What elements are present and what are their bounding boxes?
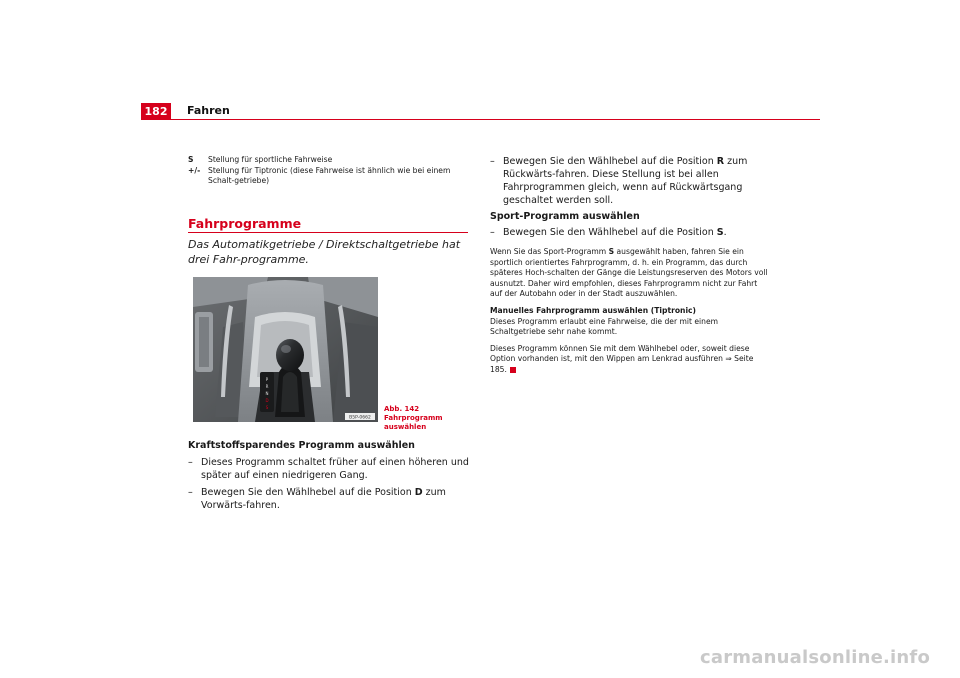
manual-heading: Manuelles Fahrprogramm auswählen (Tiptronic) — [490, 305, 697, 315]
step-text-pre: Bewegen Sie den Wählhebel auf die Position — [503, 156, 717, 167]
definition-text: Stellung für Tiptronic (diese Fahrweise ist ähnlich wie bei einem Schalt-getriebe) — [208, 166, 451, 185]
note-text-pre: Wenn Sie das Sport-Programm — [490, 247, 609, 256]
step-dash: – — [188, 457, 193, 468]
selector-label-n: N — [265, 391, 269, 396]
section-title: Fahrprogramme — [188, 216, 302, 231]
definition-text: Stellung für sportliche Fahrweise — [208, 155, 333, 164]
gear-selector-illustration — [193, 277, 378, 422]
step-item — [490, 155, 770, 207]
page-header-title: Fahren — [187, 104, 230, 117]
section-end-icon — [510, 367, 516, 373]
page-number: 182 — [141, 103, 171, 120]
step-text-post: zum Rückwärts-fahren. Diese Stellung ist bei allen Fahrprogrammen gleich, wenn auf Rückwärtsgang geschaltet werden soll. — [503, 156, 748, 206]
sport-heading: Sport-Programm auswählen — [490, 211, 640, 222]
right-column — [490, 155, 770, 376]
gear-selector-photo — [193, 277, 378, 422]
step-item — [188, 486, 473, 512]
selector-label-s: S — [265, 405, 269, 410]
definition-key: +/- — [188, 166, 201, 175]
selector-label-d: D — [265, 398, 269, 403]
step-dash: – — [490, 156, 495, 167]
definition-key: S — [188, 155, 194, 164]
position-key: S — [716, 227, 724, 238]
watermark: carmanualsonline.info — [700, 647, 931, 668]
step-text-pre: Bewegen Sie den Wählhebel auf die Position — [201, 487, 415, 498]
position-key: D — [414, 487, 423, 498]
step-text — [503, 155, 770, 207]
step-text: Dieses Programm schaltet früher auf einen höheren und später auf einen niedrigeren Gang. — [201, 457, 469, 481]
step-text-pre: Bewegen Sie den Wählhebel auf die Position — [503, 227, 717, 238]
position-key: R — [716, 156, 725, 167]
figure-caption: Abb. 142 Fahrprogramm auswählen — [384, 405, 443, 431]
step-item — [490, 226, 770, 239]
manual-text-2 — [490, 344, 770, 376]
sport-note — [490, 247, 770, 300]
step-text-post: . — [723, 227, 727, 238]
step-text-post: zum Vorwärts-fahren. — [201, 487, 446, 511]
step-item — [188, 456, 473, 482]
step-dash: – — [490, 227, 495, 238]
manual-text: Dieses Programm erlaubt eine Fahrweise, die der mit einem Schaltgetriebe sehr nahe kommt. — [490, 316, 719, 337]
selector-label-p: P — [265, 377, 269, 382]
section-lead: Das Automatikgetriebe / Direktschaltgetriebe hat drei Fahr-programme. — [188, 238, 461, 266]
manual-text-2-body: Dieses Programm können Sie mit dem Wählhebel oder, soweit diese Option vorhanden ist, mit den Wippen am Lenkrad ausführen ⇒ Seite 185. — [490, 343, 754, 374]
header-divider — [141, 119, 820, 120]
section-divider — [188, 232, 468, 233]
step-text — [201, 486, 473, 512]
note-text-post: ausgewählt haben, fahren Sie ein sportlich orientiertes Fahrprogramm, d. h. ein Programm, das durch späteres Hoch-schalten der Gänge die Leistungsreserven des Motors voll ausnutzt. Daher wird empfohlen, dieses Fahrprogramm nicht zur Fahrt auf der Autobahn oder in der Stadt auszuwählen. — [490, 247, 768, 299]
definition-list — [188, 155, 470, 187]
economy-program-block — [188, 439, 473, 516]
figure-code: B5P-0662 — [349, 415, 371, 421]
step-dash: – — [188, 487, 193, 498]
selector-label-r: R — [265, 384, 269, 389]
position-key: S — [608, 247, 615, 256]
economy-heading: Kraftstoffsparendes Programm auswählen — [188, 440, 415, 451]
definition-item — [188, 155, 470, 165]
step-text — [503, 226, 770, 239]
definition-item — [188, 166, 470, 186]
